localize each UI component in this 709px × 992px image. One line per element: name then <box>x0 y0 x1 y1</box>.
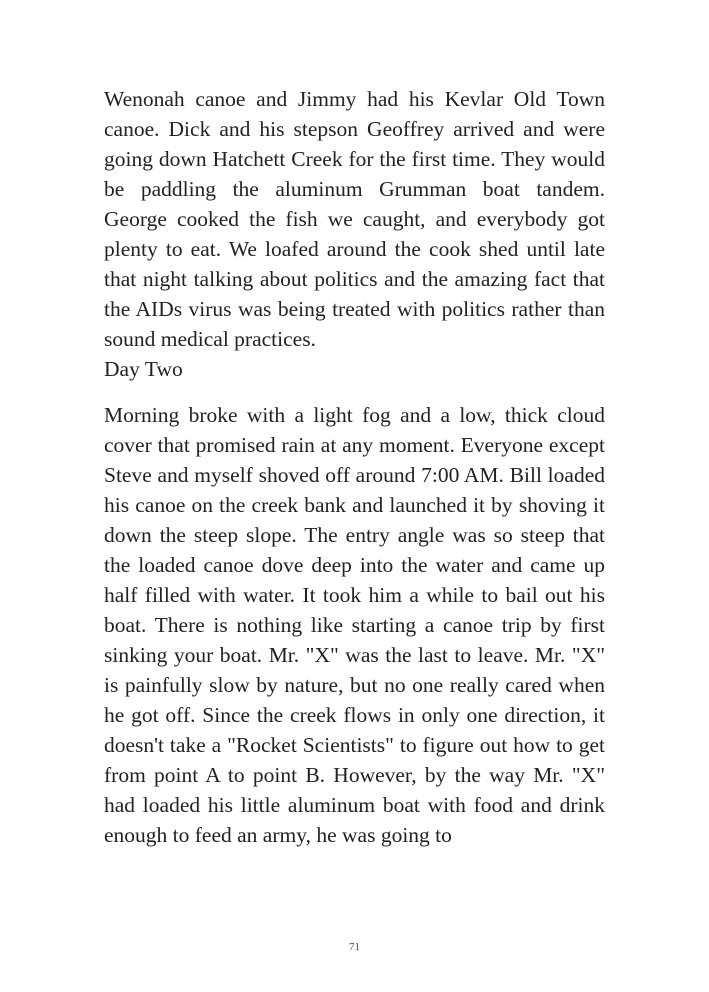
page-number: 71 <box>349 941 360 953</box>
page-body <box>104 84 605 850</box>
body-paragraph: Morning broke with a light fog and a low, thick cloud cover that promised rain at any moment. Everyone except Steve and myself shoved off around 7:00 AM. Bill loaded his canoe on the creek bank and launched it by shoving it down the steep slope. The entry angle was so steep that the loaded canoe dove deep into the water and came up half filled with water. It took him a while to bail out his boat. There is nothing like starting a canoe trip by first sinking your boat. Mr. "X" was the last to leave. Mr. "X" is painfully slow by nature, but no one really cared when he got off. Since the creek flows in only one direction, it doesn't take a "Rocket Scientists" to figure out how to get from point A to point B. However, by the way Mr. "X" had loaded his little aluminum boat with food and drink enough to feed an army, he was going to <box>104 403 605 847</box>
section-heading: Day Two <box>104 357 183 381</box>
body-paragraph: Wenonah canoe and Jimmy had his Kevlar Old Town canoe. Dick and his stepson Geoffrey arrived and were going down Hatchett Creek for the first time. They would be paddling the aluminum Grumman boat tandem. George cooked the fish we caught, and everybody got plenty to eat. We loafed around the cook shed until late that night talking about politics and the amazing fact that the AIDs virus was being treated with politics rather than sound medical practices. <box>104 87 605 351</box>
